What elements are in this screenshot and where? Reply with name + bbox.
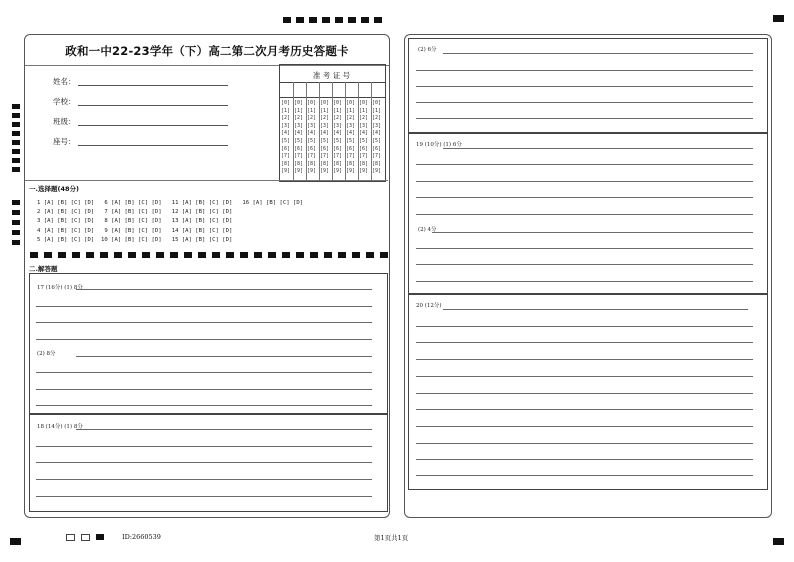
info-section-divider [25, 180, 388, 181]
exam-id-digit-bubble[interactable]: [7] [307, 153, 317, 160]
exam-id-digit-bubble[interactable]: [8] [333, 160, 343, 167]
exam-id-digit-bubble[interactable]: [2] [346, 115, 356, 122]
answer-line[interactable] [416, 359, 753, 360]
exam-id-digit-bubble[interactable]: [1] [359, 107, 369, 114]
answer-line[interactable] [443, 53, 753, 54]
exam-id-digit-bubble[interactable]: [1] [333, 107, 343, 114]
class-label: 班级： [53, 117, 76, 126]
answer-line[interactable] [416, 409, 753, 410]
exam-id-digit-bubble[interactable]: [0] [346, 100, 356, 106]
answer-line[interactable] [416, 164, 753, 165]
exam-id-digit-bubble[interactable]: [1] [320, 107, 330, 114]
exam-id-digit-bubble[interactable]: [9] [346, 168, 356, 175]
exam-id-digit-bubble[interactable]: [0] [372, 100, 382, 106]
answer-line[interactable] [416, 376, 753, 377]
exam-id-digit-bubble[interactable]: [4] [333, 130, 343, 137]
exam-id-digit-bubble[interactable]: [7] [346, 153, 356, 160]
exam-id-digit-bubble[interactable]: [2] [333, 115, 343, 122]
exam-id-digit-bubble[interactable]: [6] [294, 145, 304, 152]
exam-id-digit-bubble[interactable]: [2] [372, 115, 382, 122]
footer-page: 第1页共1页 [374, 534, 409, 542]
exam-id-digit-bubble[interactable]: [4] [320, 130, 330, 137]
answer-line[interactable] [416, 70, 753, 71]
exam-id-digit-bubble[interactable]: [6] [307, 145, 317, 152]
exam-id-digit-bubble[interactable]: [9] [307, 168, 317, 175]
footer-mark-3 [96, 534, 104, 540]
exam-id-digit-bubble[interactable]: [9] [333, 168, 343, 175]
exam-id-digit-bubble[interactable]: [1] [294, 107, 304, 114]
exam-id-digit-bubble[interactable]: [4] [294, 130, 304, 137]
class-field[interactable] [78, 125, 228, 126]
answer-line[interactable] [36, 479, 372, 480]
answer-line[interactable] [416, 443, 753, 444]
seat-label: 座号： [53, 137, 76, 146]
answer-line[interactable] [416, 281, 753, 282]
exam-id-digit-bubble[interactable]: [9] [359, 168, 369, 175]
exam-id-digit-bubble[interactable]: [7] [372, 153, 382, 160]
q20-label: 20 (12分) [416, 303, 442, 309]
answer-line[interactable] [416, 426, 753, 427]
exam-id-digit-bubble[interactable]: [4] [281, 130, 291, 137]
exam-id-digit-bubble[interactable]: [3] [372, 122, 382, 129]
exam-id-digit-bubble[interactable]: [4] [346, 130, 356, 137]
exam-id-digit-bubble[interactable]: [0] [281, 100, 291, 106]
exam-id-digit-bubble[interactable]: [6] [372, 145, 382, 152]
school-field[interactable] [78, 105, 228, 106]
corner-mark-bottom-left [10, 538, 21, 545]
exam-id-digit-bubble[interactable]: [9] [281, 168, 291, 175]
exam-id-digit-bubble[interactable]: [6] [333, 145, 343, 152]
answer-line[interactable] [36, 446, 372, 447]
answer-line[interactable] [76, 429, 372, 430]
exam-id-digit-bubble[interactable]: [6] [346, 145, 356, 152]
mcq-row-1[interactable]: 1 [A] [B] [C] [D] 6 [A] [B] [C] [D] 11 [A] [B] [C] [D] 16 [A] [B] [C] [D] [37, 200, 304, 206]
exam-id-digit-bubble[interactable]: [5] [307, 138, 317, 144]
section1-title: 一.选择题(48分) [29, 185, 79, 193]
exam-id-digit-bubble[interactable]: [2] [320, 115, 330, 122]
answer-line[interactable] [416, 118, 753, 119]
q19-label: 19 (10分) (1) 6分 [416, 142, 462, 148]
exam-id-digit-bubble[interactable]: [0] [307, 100, 317, 106]
answer-line[interactable] [416, 214, 753, 215]
answer-line[interactable] [432, 232, 753, 233]
exam-id-digit-bubble[interactable]: [0] [294, 100, 304, 106]
q17-label: 17 (16分) (1) 8分 [37, 285, 83, 291]
exam-id-digit-bubble[interactable]: [8] [281, 160, 291, 167]
exam-id-digit-bubble[interactable]: [8] [346, 160, 356, 167]
exam-id-digit-bubble[interactable]: [2] [294, 115, 304, 122]
exam-id-digit-bubble[interactable]: [4] [307, 130, 317, 137]
exam-id-digit-bubble[interactable]: [6] [320, 145, 330, 152]
exam-id-title: 准 考 证 号 [312, 71, 351, 80]
exam-id-digit-bubble[interactable]: [8] [359, 160, 369, 167]
section2-title: 二.解答题 [29, 265, 58, 273]
q18-label: 18 (14分) (1) 8分 [37, 424, 83, 430]
answer-line[interactable] [416, 393, 753, 394]
mcq-row-2[interactable]: 2 [A] [B] [C] [D] 7 [A] [B] [C] [D] 12 [A] [B] [C] [D] [37, 209, 233, 215]
q19-part2-label: (2) 4分 [418, 227, 437, 233]
exam-id-digit-bubble[interactable]: [4] [359, 130, 369, 137]
exam-id-digit-bubble[interactable]: [9] [320, 168, 330, 175]
exam-id-digit-bubble[interactable]: [1] [307, 107, 317, 114]
footer-id: ID:2660539 [122, 533, 161, 541]
exam-id-digit-bubble[interactable]: [3] [320, 122, 330, 129]
exam-id-digit-bubble[interactable]: [5] [372, 138, 382, 144]
answer-line[interactable] [416, 197, 753, 198]
exam-id-digit-bubble[interactable]: [7] [359, 153, 369, 160]
exam-id-digit-bubble[interactable]: [6] [359, 145, 369, 152]
corner-mark-bottom-right [773, 538, 784, 545]
answer-line[interactable] [36, 339, 372, 340]
answer-line[interactable] [416, 86, 753, 87]
exam-id-digit-bubble[interactable]: [3] [281, 122, 291, 129]
q17-answer-box [29, 273, 388, 415]
answer-line[interactable] [36, 462, 372, 463]
answer-line[interactable] [416, 459, 753, 460]
exam-id-digit-bubble[interactable]: [1] [281, 107, 291, 114]
mid-timing-marks [30, 252, 388, 258]
answer-line[interactable] [416, 342, 753, 343]
answer-line[interactable] [416, 475, 753, 476]
page-title: 政和一中22-23学年（下）高二第二次月考历史答题卡 [65, 44, 349, 58]
exam-id-digit-bubble[interactable]: [5] [359, 138, 369, 144]
exam-id-digit-bubble[interactable]: [5] [320, 138, 330, 144]
exam-id-digit-bubble[interactable]: [8] [294, 160, 304, 167]
answer-line[interactable] [416, 264, 753, 265]
exam-id-digit-bubble[interactable]: [9] [372, 168, 382, 175]
exam-id-digit-bubble[interactable]: [3] [346, 122, 356, 129]
exam-id-digit-bubble[interactable]: [2] [307, 115, 317, 122]
school-label: 学校： [53, 97, 76, 106]
answer-line[interactable] [36, 306, 372, 307]
exam-id-digit-bubble[interactable]: [3] [294, 122, 304, 129]
exam-id-digit-bubble[interactable]: [8] [307, 160, 317, 167]
answer-line[interactable] [36, 322, 372, 323]
exam-id-digit-bubble[interactable]: [2] [281, 115, 291, 122]
corner-mark-top-right [773, 15, 784, 22]
answer-line[interactable] [416, 181, 753, 182]
mcq-row-5[interactable]: 5 [A] [B] [C] [D] 10 [A] [B] [C] [D] 15 [A] [B] [C] [D] [37, 237, 233, 243]
mcq-row-4[interactable]: 4 [A] [B] [C] [D] 9 [A] [B] [C] [D] 14 [A] [B] [C] [D] [37, 228, 233, 234]
exam-id-digit-bubble[interactable]: [5] [281, 138, 291, 144]
name-label: 姓名： [53, 77, 76, 86]
footer-mark-1 [66, 534, 75, 541]
answer-line[interactable] [443, 309, 748, 310]
exam-id-digit-bubble[interactable]: [8] [372, 160, 382, 167]
q17-part2-label: (2) 8分 [37, 351, 56, 357]
answer-line[interactable] [36, 389, 372, 390]
name-field[interactable] [78, 85, 228, 86]
exam-id-digit-bubble[interactable]: [4] [372, 130, 382, 137]
exam-id-digit-bubble[interactable]: [3] [333, 122, 343, 129]
exam-id-digit-bubble[interactable]: [7] [333, 153, 343, 160]
q18-part2-label: (2) 6分 [418, 47, 437, 53]
answer-line[interactable] [416, 326, 753, 327]
footer-mark-2 [81, 534, 90, 541]
q20-answer-box [408, 293, 768, 490]
answer-line[interactable] [443, 148, 753, 149]
exam-id-digit-bubble[interactable]: [0] [333, 100, 343, 106]
answer-line[interactable] [76, 289, 372, 290]
seat-field[interactable] [78, 145, 228, 146]
exam-id-digit-bubble[interactable]: [1] [372, 107, 382, 114]
exam-id-digit-bubble[interactable]: [6] [281, 145, 291, 152]
exam-id-digit-bubble[interactable]: [3] [307, 122, 317, 129]
exam-id-digit-bubble[interactable]: [3] [359, 122, 369, 129]
answer-line[interactable] [36, 405, 372, 406]
mcq-row-3[interactable]: 3 [A] [B] [C] [D] 8 [A] [B] [C] [D] 13 [A] [B] [C] [D] [37, 218, 233, 224]
exam-id-digit-bubble[interactable]: [7] [320, 153, 330, 160]
exam-id-digit-bubble[interactable]: [7] [281, 153, 291, 160]
top-timing-marks [283, 17, 382, 23]
exam-id-digit-bubble[interactable]: [5] [294, 138, 304, 144]
answer-line[interactable] [416, 248, 753, 249]
exam-id-digit-bubble[interactable]: [9] [294, 168, 304, 175]
exam-id-digit-bubble[interactable]: [0] [320, 100, 330, 106]
exam-id-digit-bubble[interactable]: [7] [294, 153, 304, 160]
answer-line[interactable] [416, 102, 753, 103]
exam-id-digit-bubble[interactable]: [8] [320, 160, 330, 167]
answer-line[interactable] [36, 496, 372, 497]
exam-id-digit-bubble[interactable]: [2] [359, 115, 369, 122]
exam-id-digit-bubble[interactable]: [5] [346, 138, 356, 144]
exam-id-digit-bubble[interactable]: [0] [359, 100, 369, 106]
exam-id-digit-bubble[interactable]: [1] [346, 107, 356, 114]
answer-line[interactable] [36, 372, 372, 373]
exam-id-digit-bubble[interactable]: [5] [333, 138, 343, 144]
answer-line[interactable] [76, 356, 372, 357]
